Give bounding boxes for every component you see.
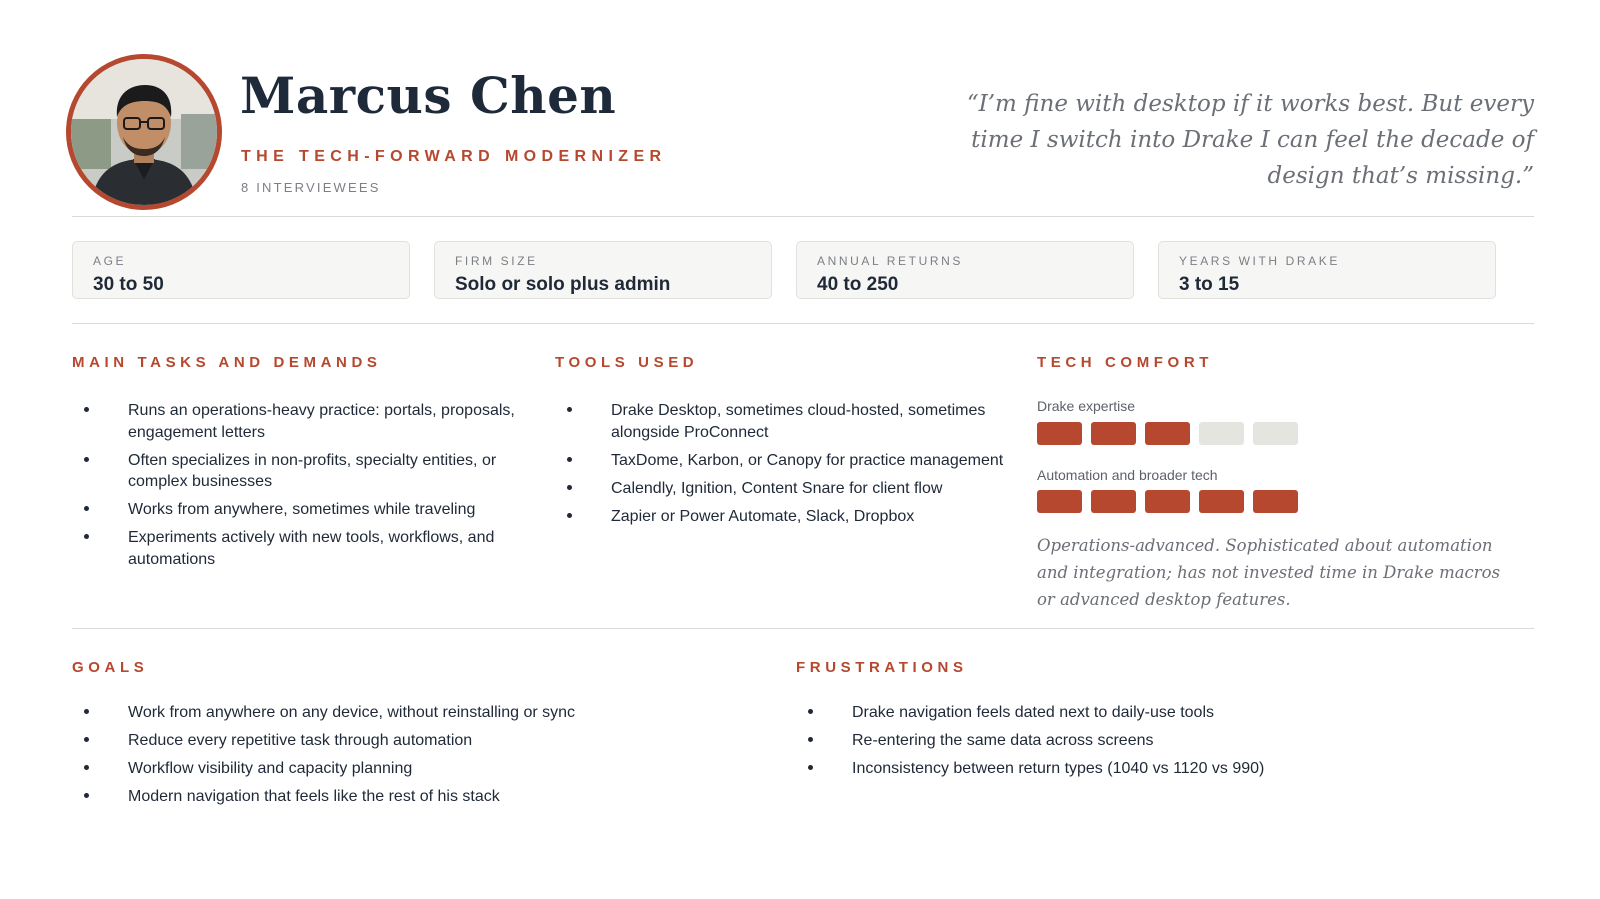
meter-segment-empty (1199, 422, 1244, 445)
stat-label: ANNUAL RETURNS (817, 254, 963, 268)
stat-value: 30 to 50 (93, 274, 164, 295)
goals-list (72, 702, 772, 814)
meter-segment-filled (1145, 422, 1190, 445)
persona-name: Marcus Chen (240, 66, 617, 125)
persona-subtitle: THE TECH-FORWARD MODERNIZER (241, 148, 667, 165)
meter-label-drake-expertise: Drake expertise (1037, 398, 1136, 414)
bullet-icon (808, 737, 813, 742)
meter-segment-filled (1253, 490, 1298, 513)
stat-card-age (72, 241, 410, 299)
bullet-icon (84, 506, 89, 511)
list-item: Drake navigation feels dated next to daily-use tools (796, 702, 1516, 724)
persona-quote: “I’m fine with desktop if it works best. But every time I switch into Drake I can feel the decade of design that’s missing.” (966, 91, 1534, 189)
list-item: Zapier or Power Automate, Slack, Dropbox (555, 506, 1015, 528)
list-item: Reduce every repetitive task through automation (72, 730, 772, 752)
bullet-icon (808, 765, 813, 770)
bullet-icon (808, 709, 813, 714)
divider (72, 216, 1534, 217)
stat-card-firm-size (434, 241, 772, 299)
stat-label: YEARS WITH DRAKE (1179, 254, 1340, 268)
stat-value: 3 to 15 (1179, 274, 1240, 295)
list-item: Runs an operations-heavy practice: portals, proposals, engagement letters (72, 400, 542, 443)
bullet-icon (84, 709, 89, 714)
avatar-portrait-image (71, 59, 217, 205)
bullet-icon (84, 765, 89, 770)
meter-segment-filled (1037, 422, 1082, 445)
meter-segment-filled (1145, 490, 1190, 513)
stat-label: FIRM SIZE (455, 254, 538, 268)
bullet-icon (567, 513, 572, 518)
frustrations-heading: FRUSTRATIONS (796, 659, 968, 676)
bullet-icon (567, 457, 572, 462)
meter-automation (1037, 490, 1298, 513)
list-item: Work from anywhere on any device, without reinstalling or sync (72, 702, 772, 724)
bullet-icon (567, 485, 572, 490)
meter-segment-filled (1091, 422, 1136, 445)
stat-value: Solo or solo plus admin (455, 274, 671, 295)
bullet-icon (84, 407, 89, 412)
tech-comfort-heading: TECH COMFORT (1037, 354, 1214, 371)
stat-card-annual-returns (796, 241, 1134, 299)
tools-heading: TOOLS USED (555, 354, 699, 371)
list-item: Drake Desktop, sometimes cloud-hosted, sometimes alongside ProConnect (555, 400, 1015, 443)
interviewee-count: 8 INTERVIEWEES (241, 180, 381, 195)
list-item: Modern navigation that feels like the rest of his stack (72, 786, 772, 808)
tools-list (555, 400, 1015, 534)
tasks-list (72, 400, 542, 577)
meter-segment-filled (1037, 490, 1082, 513)
tech-comfort-note: Operations-advanced. Sophisticated about automation and integration; has not invested time in Drake macros or advanced desktop features. (1037, 536, 1501, 609)
list-item: Often specializes in non-profits, specialty entities, or complex businesses (72, 450, 542, 493)
stat-card-years-with-drake (1158, 241, 1496, 299)
frustrations-list (796, 702, 1516, 786)
meter-segment-filled (1199, 490, 1244, 513)
tasks-heading: MAIN TASKS AND DEMANDS (72, 354, 382, 371)
stat-label: AGE (93, 254, 127, 268)
stats-row (72, 241, 1534, 301)
divider (72, 628, 1534, 629)
list-item: Re-entering the same data across screens (796, 730, 1516, 752)
meter-label-automation: Automation and broader tech (1037, 467, 1218, 483)
list-item: Workflow visibility and capacity planning (72, 758, 772, 780)
bullet-icon (84, 737, 89, 742)
bullet-icon (84, 793, 89, 798)
bullet-icon (84, 534, 89, 539)
persona-page (72, 0, 1534, 899)
avatar (66, 54, 222, 210)
meter-segment-filled (1091, 490, 1136, 513)
meter-drake-expertise (1037, 422, 1298, 445)
meter-segment-empty (1253, 422, 1298, 445)
stat-value: 40 to 250 (817, 274, 899, 295)
goals-heading: GOALS (72, 659, 149, 676)
list-item: Experiments actively with new tools, workflows, and automations (72, 527, 542, 570)
divider (72, 323, 1534, 324)
bullet-icon (84, 457, 89, 462)
list-item: Calendly, Ignition, Content Snare for client flow (555, 478, 1015, 500)
bullet-icon (567, 407, 572, 412)
list-item: Works from anywhere, sometimes while traveling (72, 499, 542, 521)
list-item: Inconsistency between return types (1040 vs 1120 vs 990) (796, 758, 1516, 780)
list-item: TaxDome, Karbon, or Canopy for practice management (555, 450, 1015, 472)
